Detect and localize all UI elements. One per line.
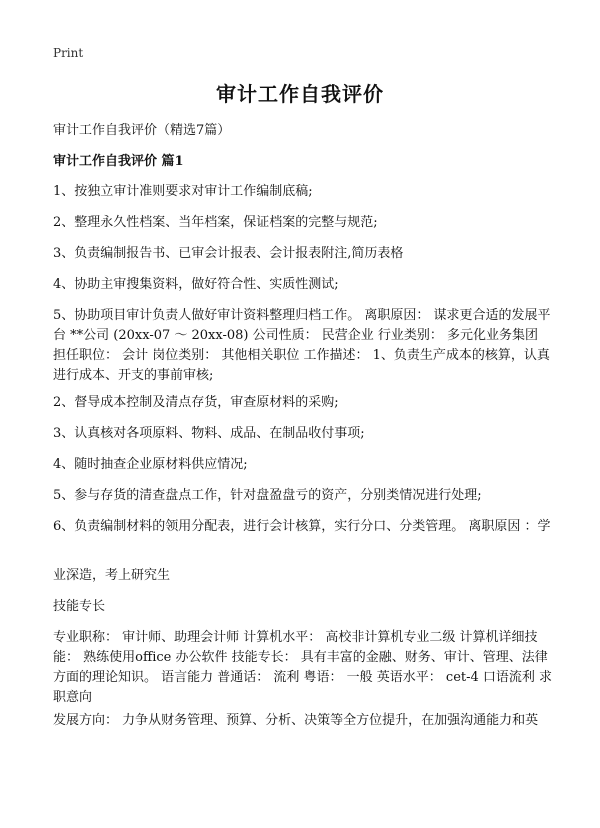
paragraph: 专业职称： 审计师、助理会计师 计算机水平： 高校非计算机专业二级 计算机详细技能： 熟练使用office 办公软件 技能专长： 具有丰富的金融、财务、审计、管理、法律方面的理论知识。 语言能力 普通话： 流利 粤语： 一般 英语水平： cet-4 口语流利 求职意向: [53, 630, 553, 705]
paragraph: 4、协助主审搜集资料，做好符合性、实质性测试;: [53, 277, 339, 292]
paragraph: 5、协助项目审计负责人做好审计资料整理归档工作。 离职原因： 谋求更合适的发展平台 **公司 (20xx-07 ～ 20xx-08) 公司性质： 民营企业 行业类别： 多元化业务集团 担任职位： 会计 岗位类别： 其他相关职位 工作描述： 1、负责生产成本的核算，认真进行成本、开支的事前审核;: [53, 308, 551, 383]
paragraph: 6、负责编制材料的领用分配表，进行会计核算，实行分口、分类管理。 离职原因 ：学: [53, 519, 551, 534]
document-subtitle: 审计工作自我评价（精选7篇）: [53, 123, 231, 138]
document-title: 审计工作自我评价: [216, 82, 384, 106]
paragraph: 2、督导成本控制及清点存货，审查原材料的采购;: [53, 395, 339, 410]
paragraph: 4、随时抽查企业原材料供应情况;: [53, 457, 248, 472]
section-heading: 审计工作自我评价 篇1: [53, 154, 184, 169]
paragraph: 2、整理永久性档案、当年档案，保证档案的完整与规范;: [53, 215, 378, 230]
paragraph: 发展方向： 力争从财务管理、预算、分析、决策等全方位提升，在加强沟通能力和英: [53, 713, 539, 728]
print-label: Print: [53, 46, 84, 60]
paragraph: 5、参与存货的清查盘点工作，针对盘盈盘亏的资产，分别类情况进行处理;: [53, 488, 482, 503]
paragraph: 3、负责编制报告书、已审会计报表、会计报表附注,简历表格: [53, 246, 404, 261]
paragraph: 业深造，考上研究生: [53, 568, 171, 583]
paragraph: 1、按独立审计准则要求对审计工作编制底稿;: [53, 184, 313, 199]
paragraph: 3、认真核对各项原料、物料、成品、在制品收付事项;: [53, 426, 365, 441]
paragraph: 技能专长: [53, 599, 106, 614]
